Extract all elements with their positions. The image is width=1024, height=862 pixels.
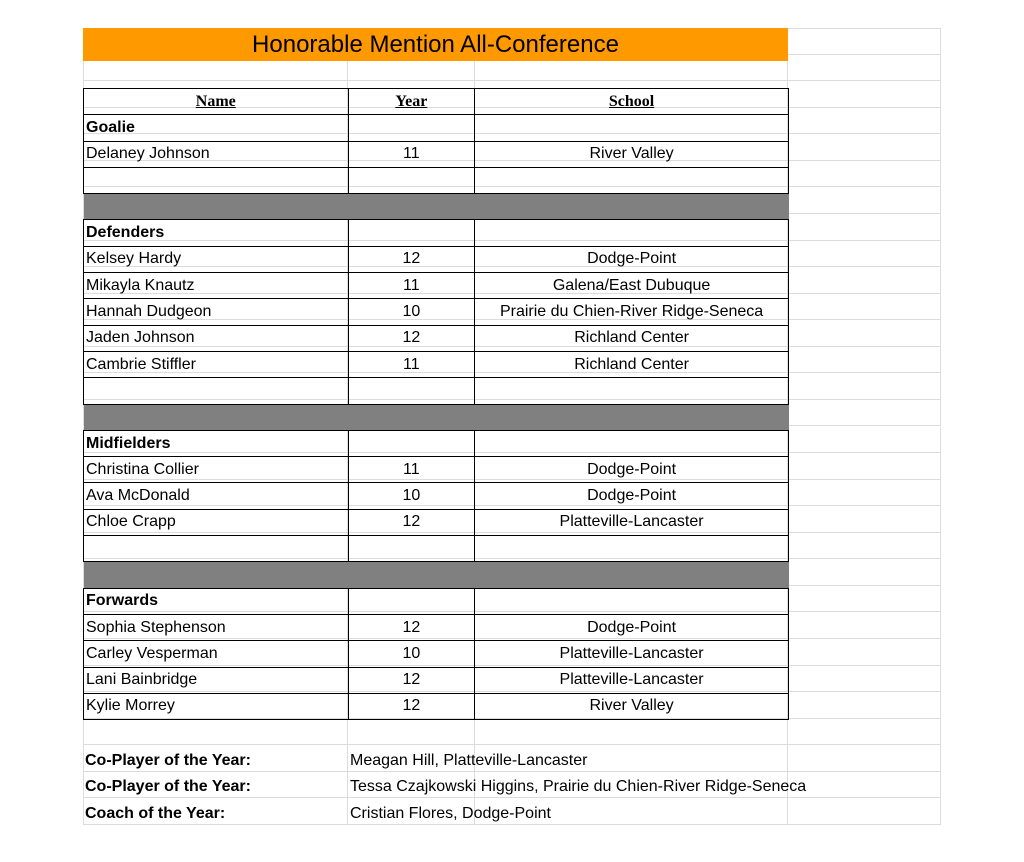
grid-cell[interactable]: [788, 559, 941, 586]
award-value[interactable]: Tessa Czajkowski Higgins, Prairie du Chien-River Ridge-Seneca: [350, 778, 807, 795]
empty-cell[interactable]: [348, 220, 475, 246]
blank-row: [84, 536, 789, 562]
player-school[interactable]: Platteville-Lancaster: [475, 641, 789, 667]
roster-body: [84, 115, 789, 720]
player-name[interactable]: Kelsey Hardy: [84, 246, 349, 272]
grid-cell[interactable]: [788, 427, 941, 454]
player-name[interactable]: Ava McDonald: [84, 483, 349, 509]
empty-cell[interactable]: [475, 115, 789, 141]
player-name[interactable]: Lani Bainbridge: [84, 667, 349, 693]
grid-cell[interactable]: [788, 81, 941, 108]
grid-cell[interactable]: [788, 798, 941, 825]
award-label[interactable]: Coach of the Year:: [85, 805, 226, 822]
empty-cell[interactable]: [84, 167, 349, 193]
player-year[interactable]: 11: [348, 141, 475, 167]
player-school[interactable]: Prairie du Chien-River Ridge-Seneca: [475, 299, 789, 325]
header-row: [84, 89, 789, 115]
player-year[interactable]: 12: [348, 509, 475, 535]
separator-bar: [84, 404, 789, 430]
separator-bar: [84, 194, 789, 220]
grid-cell[interactable]: [788, 533, 941, 560]
grid-cell[interactable]: [788, 241, 941, 268]
grid-cell[interactable]: [788, 347, 941, 374]
grid-cell[interactable]: [788, 400, 941, 427]
grid-cell[interactable]: [788, 453, 941, 480]
empty-cell[interactable]: [475, 430, 789, 456]
player-school[interactable]: Dodge-Point: [475, 483, 789, 509]
grid-cell[interactable]: [788, 187, 941, 214]
player-name[interactable]: Kylie Morrey: [84, 693, 349, 719]
player-school[interactable]: Platteville-Lancaster: [475, 667, 789, 693]
grid-cell[interactable]: [788, 108, 941, 135]
player-year[interactable]: 12: [348, 693, 475, 719]
empty-cell[interactable]: [348, 115, 475, 141]
category-label[interactable]: Forwards: [84, 588, 349, 614]
player-school[interactable]: Dodge-Point: [475, 614, 789, 640]
player-row: [84, 509, 789, 535]
player-row: [84, 351, 789, 377]
empty-cell[interactable]: [475, 220, 789, 246]
player-name[interactable]: Mikayla Knautz: [84, 273, 349, 299]
player-year[interactable]: 11: [348, 351, 475, 377]
player-name[interactable]: Jaden Johnson: [84, 325, 349, 351]
page-title: Honorable Mention All-Conference: [252, 30, 619, 58]
section-separator: [84, 194, 789, 220]
award-label[interactable]: Co-Player of the Year:: [85, 778, 251, 795]
player-row: [84, 141, 789, 167]
empty-cell[interactable]: [475, 378, 789, 404]
player-school[interactable]: River Valley: [475, 141, 789, 167]
roster-table: [83, 88, 789, 720]
player-school[interactable]: Platteville-Lancaster: [475, 509, 789, 535]
empty-cell[interactable]: [84, 536, 349, 562]
category-row: [84, 430, 789, 456]
grid-cell[interactable]: [788, 294, 941, 321]
player-name[interactable]: Chloe Crapp: [84, 509, 349, 535]
player-row: [84, 325, 789, 351]
grid-cell[interactable]: [475, 719, 788, 746]
grid-cell[interactable]: [788, 267, 941, 294]
player-year[interactable]: 11: [348, 273, 475, 299]
grid-cell[interactable]: [788, 134, 941, 161]
player-year[interactable]: 10: [348, 641, 475, 667]
grid-cell[interactable]: [788, 506, 941, 533]
player-row: [84, 273, 789, 299]
grid-cell[interactable]: [348, 719, 475, 746]
grid-cell[interactable]: [788, 692, 941, 719]
grid-cell[interactable]: [83, 719, 348, 746]
empty-cell[interactable]: [475, 167, 789, 193]
empty-cell[interactable]: [348, 167, 475, 193]
category-label[interactable]: Goalie: [84, 115, 349, 141]
player-year[interactable]: 10: [348, 483, 475, 509]
grid-cell[interactable]: [788, 320, 941, 347]
player-name[interactable]: Christina Collier: [84, 457, 349, 483]
player-year[interactable]: 12: [348, 325, 475, 351]
player-row: [84, 299, 789, 325]
category-row: [84, 220, 789, 246]
player-name[interactable]: Hannah Dudgeon: [84, 299, 349, 325]
title-banner[interactable]: [83, 28, 788, 61]
player-row: [84, 483, 789, 509]
category-label[interactable]: Midfielders: [84, 430, 349, 456]
player-year[interactable]: 10: [348, 299, 475, 325]
player-year[interactable]: 12: [348, 614, 475, 640]
player-school[interactable]: Galena/East Dubuque: [475, 273, 789, 299]
section-separator: [84, 404, 789, 430]
grid-cell[interactable]: [788, 612, 941, 639]
grid-cell[interactable]: [788, 161, 941, 188]
player-school[interactable]: Richland Center: [475, 351, 789, 377]
category-label[interactable]: Defenders: [84, 220, 349, 246]
section-separator: [84, 562, 789, 588]
empty-cell[interactable]: [475, 536, 789, 562]
award-value[interactable]: Meagan Hill, Platteville-Lancaster: [350, 752, 588, 769]
player-name[interactable]: Cambrie Stiffler: [84, 351, 349, 377]
player-row: [84, 667, 789, 693]
player-school[interactable]: Dodge-Point: [475, 457, 789, 483]
grid-cell[interactable]: [788, 745, 941, 772]
player-row: [84, 693, 789, 719]
player-row: [84, 641, 789, 667]
grid-cell[interactable]: [788, 586, 941, 613]
player-year[interactable]: 12: [348, 667, 475, 693]
grid-cell[interactable]: [788, 214, 941, 241]
award-value[interactable]: Cristian Flores, Dodge-Point: [350, 805, 551, 822]
grid-cell[interactable]: [788, 480, 941, 507]
grid-cell[interactable]: [788, 772, 941, 799]
player-year[interactable]: 11: [348, 457, 475, 483]
empty-cell[interactable]: [84, 378, 349, 404]
grid-cell[interactable]: [788, 719, 941, 746]
grid-cell[interactable]: [788, 373, 941, 400]
player-row: [84, 246, 789, 272]
award-label[interactable]: Co-Player of the Year:: [85, 752, 251, 769]
player-name[interactable]: Sophia Stephenson: [84, 614, 349, 640]
header-year[interactable]: Year: [348, 89, 475, 115]
player-school[interactable]: Richland Center: [475, 325, 789, 351]
header-school[interactable]: School: [475, 89, 789, 115]
empty-cell[interactable]: [348, 588, 475, 614]
blank-row: [84, 167, 789, 193]
header-name[interactable]: Name: [84, 89, 349, 115]
category-row: [84, 588, 789, 614]
player-name[interactable]: Delaney Johnson: [84, 141, 349, 167]
grid-cell[interactable]: [788, 666, 941, 693]
empty-cell[interactable]: [348, 430, 475, 456]
player-school[interactable]: Dodge-Point: [475, 246, 789, 272]
player-row: [84, 614, 789, 640]
empty-cell[interactable]: [348, 378, 475, 404]
player-row: [84, 457, 789, 483]
grid-cell[interactable]: [788, 28, 941, 55]
player-school[interactable]: River Valley: [475, 693, 789, 719]
grid-cell[interactable]: [788, 639, 941, 666]
empty-cell[interactable]: [348, 536, 475, 562]
grid-cell[interactable]: [788, 55, 941, 82]
blank-row: [84, 378, 789, 404]
player-name[interactable]: Carley Vesperman: [84, 641, 349, 667]
separator-bar: [84, 562, 789, 588]
empty-cell[interactable]: [475, 588, 789, 614]
player-year[interactable]: 12: [348, 246, 475, 272]
category-row: [84, 115, 789, 141]
